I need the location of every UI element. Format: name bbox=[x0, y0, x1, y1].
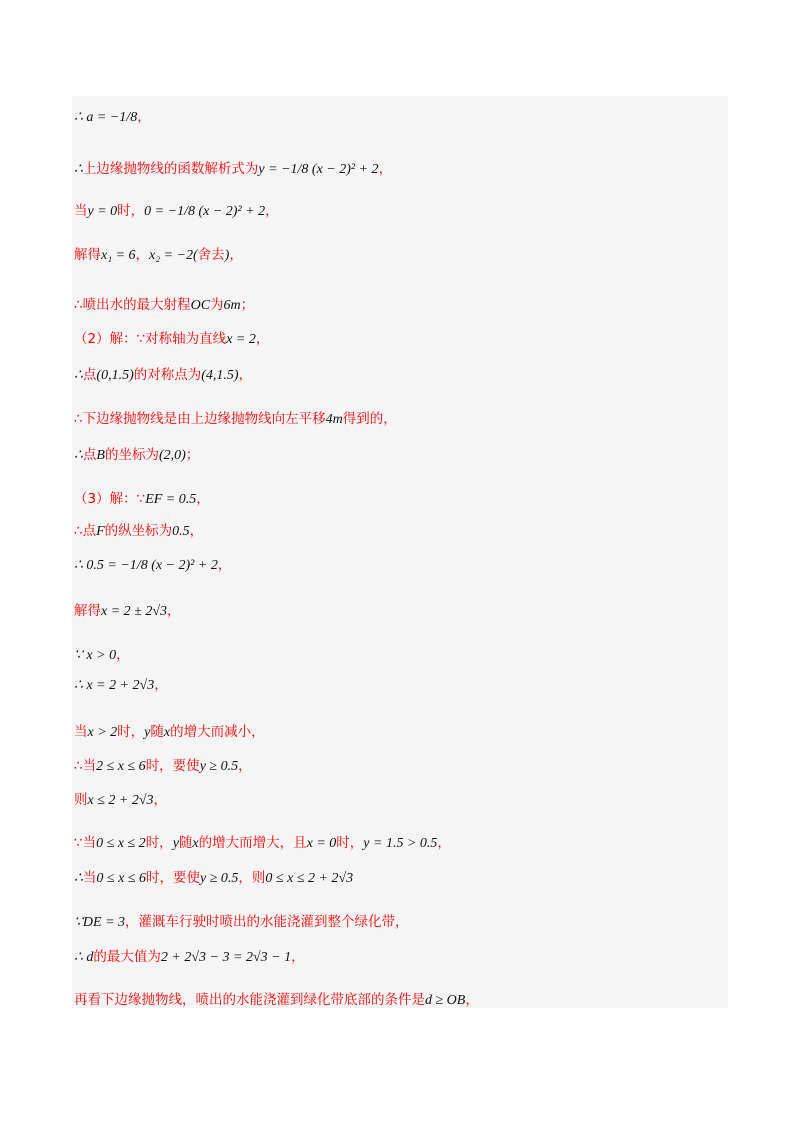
solution-line bbox=[74, 294, 254, 315]
math-segment: x = 0 bbox=[306, 836, 337, 851]
text-segment: 时， bbox=[336, 835, 364, 851]
text-segment: ， bbox=[229, 247, 243, 263]
text-segment: 时，要使 bbox=[146, 870, 201, 886]
math-segment: x₂ = −2( bbox=[149, 248, 198, 263]
text-segment: 上边缘抛物线的函数解析式为 bbox=[82, 161, 259, 177]
solution-line bbox=[74, 158, 392, 179]
math-segment: x = 2 bbox=[226, 332, 256, 347]
document-page bbox=[72, 96, 728, 1008]
text-segment: 解得 bbox=[74, 247, 101, 263]
text-segment: ， bbox=[255, 331, 270, 347]
math-segment: 2 ≤ x ≤ 6 bbox=[96, 759, 146, 774]
math-segment: ∵ x > 0 bbox=[74, 648, 117, 663]
solution-line bbox=[74, 444, 199, 465]
text-segment: ， bbox=[217, 557, 232, 573]
text-segment: ， bbox=[291, 949, 305, 965]
solution-line bbox=[74, 832, 451, 853]
text-segment: 的最大值为 bbox=[93, 949, 161, 965]
text-segment: 时，要使 bbox=[145, 758, 200, 774]
math-segment: ∴ bbox=[74, 871, 83, 886]
text-segment: 的增大而增大，且 bbox=[198, 835, 307, 851]
text-segment: ， bbox=[378, 161, 393, 177]
text-segment: ，则 bbox=[238, 870, 266, 886]
text-segment: ； bbox=[240, 297, 255, 313]
text-segment: （2）解：∵对称轴为直线 bbox=[74, 331, 227, 347]
math-segment: ∴ d bbox=[74, 950, 94, 965]
math-segment: x ≤ 2 + 2√3 bbox=[87, 793, 154, 808]
math-segment: 6m bbox=[223, 298, 241, 313]
math-segment: y = 1.5 > 0.5 bbox=[363, 836, 438, 851]
text-segment: 点 bbox=[82, 447, 97, 463]
text-segment: 的对称点为 bbox=[133, 367, 202, 383]
solution-line bbox=[74, 328, 269, 349]
math-segment: OC bbox=[190, 298, 211, 313]
solution-line bbox=[74, 946, 305, 967]
math-segment: 2 + 2√3 − 3 = 2√3 − 1 bbox=[160, 950, 292, 965]
text-segment: ∴下边缘抛物线是由上边缘抛物线向左平移 bbox=[74, 411, 326, 427]
math-segment: 0 ≤ x ≤ 2 + 2√3 bbox=[265, 871, 354, 886]
text-segment: ， bbox=[167, 603, 181, 619]
math-segment: y ≥ 0.5 bbox=[199, 759, 239, 774]
text-segment: 的坐标为 bbox=[104, 447, 159, 463]
math-segment: y = 0 bbox=[87, 204, 118, 219]
math-segment: B bbox=[96, 448, 105, 463]
text-segment: 随 bbox=[178, 835, 193, 851]
text-segment: 为 bbox=[210, 297, 224, 313]
text-segment: 时， bbox=[117, 724, 145, 740]
solution-line bbox=[74, 755, 252, 776]
solution-line bbox=[74, 644, 130, 665]
math-segment: ∴ 0.5 = −1/8 (x − 2)² + 2 bbox=[74, 558, 218, 573]
math-segment: 0.5 bbox=[172, 524, 190, 539]
math-segment: y ≥ 0.5 bbox=[200, 871, 239, 886]
text-segment: ； bbox=[185, 447, 200, 463]
solution-line bbox=[74, 488, 210, 509]
text-segment: 随 bbox=[150, 724, 164, 740]
math-segment: EF = 0.5 bbox=[145, 492, 197, 507]
math-segment: ∴ a = −1/8 bbox=[74, 110, 138, 125]
solution-line bbox=[74, 244, 243, 265]
math-segment: x = 2 ± 2√3 bbox=[101, 604, 168, 619]
math-segment: ∴ x = 2 + 2√3 bbox=[74, 678, 155, 693]
text-segment: ∴点 bbox=[74, 523, 97, 539]
math-segment: (0,1.5) bbox=[96, 368, 134, 383]
math-segment: x bbox=[192, 836, 199, 851]
math-segment: x bbox=[163, 725, 171, 740]
text-segment: 当 bbox=[82, 870, 97, 886]
text-segment: ， bbox=[238, 367, 253, 383]
text-segment: ， bbox=[437, 835, 451, 851]
math-segment: (4,1.5) bbox=[201, 368, 239, 383]
solution-line bbox=[74, 911, 409, 932]
text-segment: 时， bbox=[117, 203, 145, 219]
solution-line bbox=[74, 364, 252, 385]
text-segment: ， bbox=[116, 647, 130, 663]
solution-line bbox=[74, 554, 231, 575]
solution-line bbox=[74, 200, 279, 221]
solution-line bbox=[74, 989, 479, 1010]
text-segment: ∴当 bbox=[74, 758, 97, 774]
text-segment: 解得 bbox=[74, 603, 101, 619]
text-segment: ， bbox=[265, 203, 279, 219]
text-segment: ， bbox=[189, 523, 204, 539]
math-segment: y bbox=[144, 725, 151, 740]
math-segment: d ≥ OB bbox=[425, 993, 466, 1008]
math-segment: x > 2 bbox=[87, 725, 118, 740]
text-segment: ，灌溉车行驶时喷出的水能浇灌到整个绿化带， bbox=[125, 914, 409, 930]
text-segment: 当 bbox=[74, 203, 88, 219]
text-segment: 当 bbox=[74, 724, 88, 740]
text-segment: 的增大而减小， bbox=[170, 724, 265, 740]
math-segment: y bbox=[172, 836, 179, 851]
math-segment: 0 ≤ x ≤ 2 bbox=[96, 836, 146, 851]
text-segment: ∵当 bbox=[74, 835, 97, 851]
math-segment: 4m bbox=[325, 412, 343, 427]
math-segment: ∴ bbox=[74, 368, 83, 383]
math-segment: ∵DE = 3 bbox=[74, 915, 126, 930]
text-segment: ， bbox=[153, 792, 168, 808]
text-segment: 点 bbox=[82, 367, 97, 383]
text-segment: ， bbox=[154, 677, 168, 693]
solution-line bbox=[74, 721, 265, 742]
math-segment: (2,0) bbox=[158, 448, 186, 463]
text-segment: ， bbox=[137, 109, 151, 125]
math-segment: ∴ bbox=[74, 448, 83, 463]
math-segment: ∴ bbox=[74, 162, 83, 177]
text-segment: ， bbox=[238, 758, 252, 774]
text-segment: ， bbox=[135, 247, 150, 263]
solution-line bbox=[74, 106, 151, 127]
solution-line bbox=[74, 789, 167, 810]
math-segment: 0 ≤ x ≤ 6 bbox=[96, 871, 147, 886]
math-segment: 0 = −1/8 (x − 2)² + 2 bbox=[144, 204, 266, 219]
text-segment: 时， bbox=[145, 835, 173, 851]
text-segment: 得到的， bbox=[342, 411, 397, 427]
solution-line bbox=[74, 674, 168, 695]
text-segment: 的纵坐标为 bbox=[104, 523, 173, 539]
text-segment: （3）解：∵ bbox=[74, 491, 146, 507]
math-segment: ) bbox=[224, 248, 230, 263]
text-segment: ， bbox=[465, 992, 479, 1008]
text-segment: ， bbox=[196, 491, 210, 507]
math-segment: y = −1/8 (x − 2)² + 2 bbox=[258, 162, 379, 177]
text-segment: 舍去 bbox=[197, 247, 225, 263]
text-segment: ∴喷出水的最大射程 bbox=[74, 297, 191, 313]
text-segment: 则 bbox=[74, 792, 88, 808]
solution-line bbox=[74, 867, 353, 888]
math-segment: F bbox=[96, 524, 105, 539]
solution-line bbox=[74, 408, 397, 429]
math-segment: x₁ = 6 bbox=[101, 248, 136, 263]
solution-line bbox=[74, 520, 203, 541]
text-segment: 再看下边缘抛物线，喷出的水能浇灌到绿化带底部的条件是 bbox=[74, 992, 425, 1008]
solution-line bbox=[74, 600, 181, 621]
